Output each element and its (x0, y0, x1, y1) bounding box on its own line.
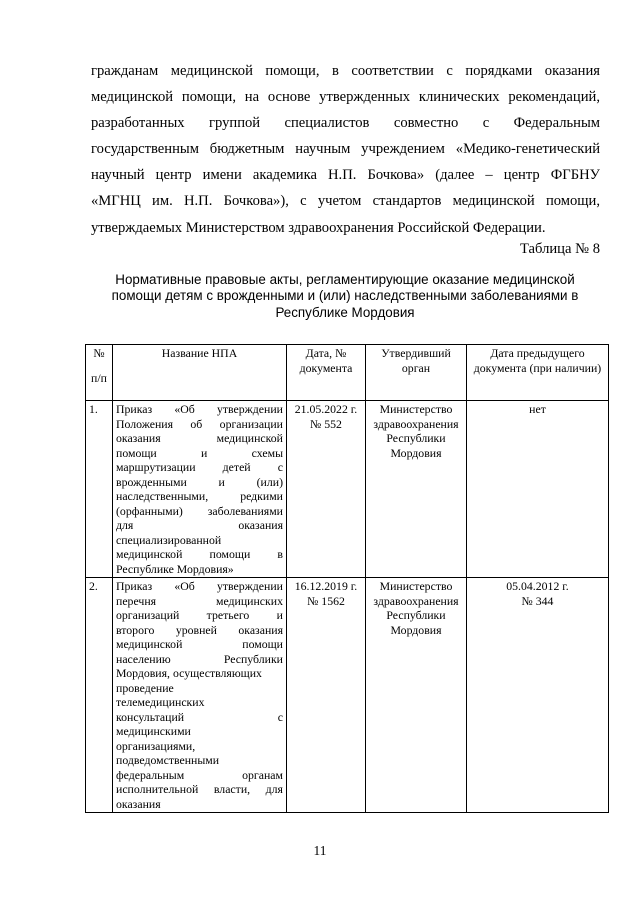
prev-line: № 344 (521, 593, 554, 608)
header-prev: Дата предыдущего документа (при наличии) (467, 345, 609, 401)
name-line: Положения об организации (116, 416, 283, 431)
name-line: исполнительной власти, для (116, 782, 283, 796)
name-line: Мордовия, осуществляющих (116, 666, 262, 680)
table-header-row (86, 345, 609, 401)
row-org (366, 401, 467, 578)
date-line: № 552 (310, 416, 342, 431)
org-line: Республики (386, 431, 446, 445)
paragraph-line: «МГНЦ им. Н.П. Бочкова»), с учетом стандартов медицинской помощи, (91, 193, 600, 210)
header-num-top: № (93, 346, 105, 360)
row-num: 2. (86, 578, 113, 813)
name-line: медицинской помощи в (116, 547, 283, 561)
name-line: Приказ «Об утверждении (116, 402, 283, 416)
header-num (86, 345, 113, 401)
name-line: маршрутизации детей с (116, 460, 283, 474)
table-row (86, 578, 609, 813)
date-line: 16.12.2019 г. (294, 579, 358, 593)
row-name (113, 401, 287, 578)
org-line: здравоохранения (373, 593, 459, 608)
header-name: Название НПА (113, 345, 287, 401)
org-line: Министерство (379, 579, 453, 593)
row-prev (467, 401, 609, 578)
prev-line: нет (529, 402, 546, 416)
org-line: Мордовия (390, 622, 442, 637)
header-org: Утвердивший орган (366, 345, 467, 401)
row-name (113, 578, 287, 813)
paragraph-line: научный центр имени академика Н.П. Бочкова» (далее – центр ФГБНУ (91, 167, 600, 184)
paragraph-line: гражданам медицинской помощи, в соответствии с порядками оказания (91, 63, 600, 79)
header-date: Дата, № документа (287, 345, 366, 401)
body-paragraph (91, 58, 600, 241)
date-line: № 1562 (307, 593, 345, 608)
name-line: проведение (116, 680, 174, 695)
name-line: специализированной (116, 532, 222, 547)
name-line: Приказ «Об утверждении (116, 579, 283, 593)
name-line: населению Республики (116, 651, 283, 666)
name-line: организациями, (116, 738, 196, 753)
name-line: оказания (116, 796, 161, 811)
name-line: перечня медицинских (116, 593, 283, 608)
npa-table (85, 344, 609, 813)
name-line: телемедицинских (116, 695, 205, 709)
name-line: подведомственными (116, 753, 220, 767)
paragraph-line: государственным бюджетным научным учреждением «Медико-генетический (91, 141, 600, 158)
name-line: для оказания (116, 518, 283, 532)
caption-line: помощи детям с врожденными и (или) наследственными заболеваниями в (111, 288, 579, 304)
caption-line: Нормативные правовые акты, регламентирующие оказание медицинской (115, 272, 575, 287)
name-line: медицинскими (116, 724, 191, 738)
paragraph-line: утверждаемых Министерством здравоохранения Российской Федерации. (91, 219, 546, 236)
name-line: Республике Мордовия» (116, 561, 234, 576)
row-prev (467, 578, 609, 813)
paragraph-line: медицинской помощи, на основе утвержденных клинических рекомендаций, (91, 89, 600, 106)
name-line: второго уровней оказания (116, 622, 283, 637)
row-org (366, 578, 467, 813)
date-line: 21.05.2022 г. (294, 402, 358, 416)
row-num: 1. (86, 401, 113, 578)
name-line: федеральным органам (116, 767, 283, 782)
org-line: Мордовия (390, 445, 442, 460)
page-number: 11 (313, 843, 327, 858)
table-label: Таблица № 8 (520, 241, 600, 257)
table-caption (70, 272, 620, 321)
org-line: Министерство (379, 402, 453, 416)
name-line: медицинской помощи (116, 637, 283, 651)
prev-line: 05.04.2012 г. (506, 579, 569, 593)
table-row (86, 401, 609, 578)
caption-line: Республике Мордовия (275, 304, 415, 320)
name-line: врожденными и (или) (116, 474, 283, 489)
name-line: помощи и схемы (116, 445, 283, 460)
name-line: консультаций с (116, 709, 283, 724)
row-date (287, 401, 366, 578)
name-line: (орфанными) заболеваниями (116, 503, 283, 518)
name-line: оказания медицинской (116, 431, 283, 445)
name-line: наследственными, редкими (116, 489, 283, 503)
name-line: организаций третьего и (116, 608, 283, 622)
org-line: здравоохранения (373, 416, 459, 431)
header-num-bottom: п/п (91, 370, 107, 385)
paragraph-line: разработанных группой специалистов совместно с Федеральным (91, 115, 600, 132)
row-date (287, 578, 366, 813)
org-line: Республики (386, 608, 446, 622)
